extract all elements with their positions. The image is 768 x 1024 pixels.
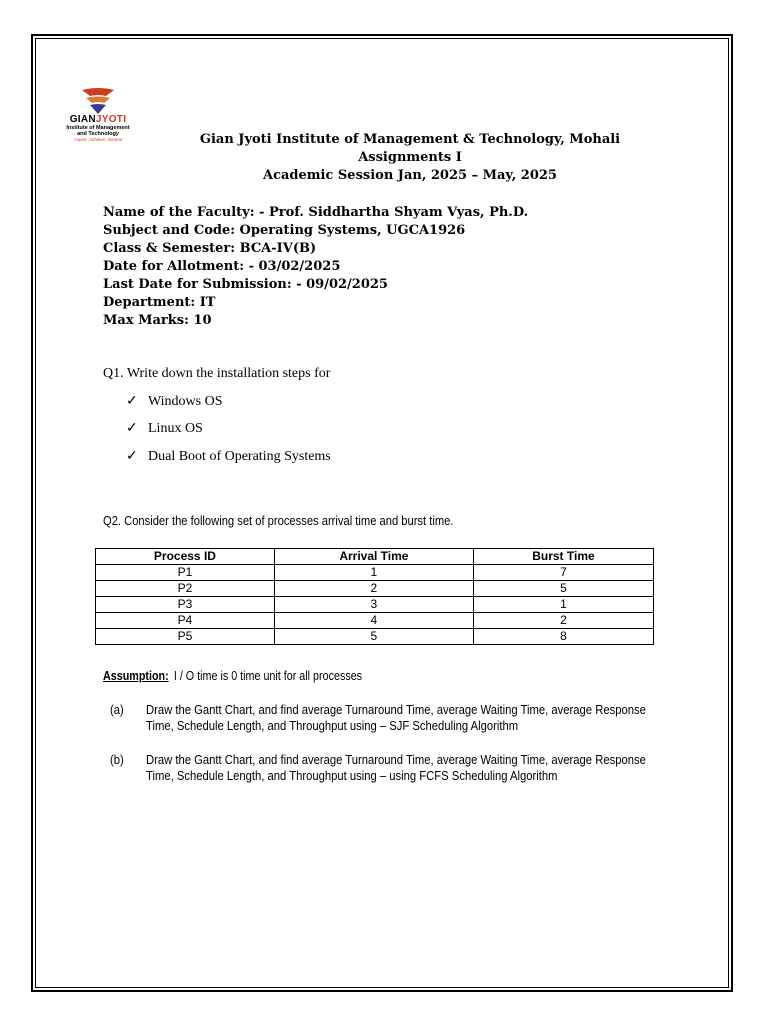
- part-a: [110, 702, 668, 734]
- q1-item: ✓ Linux OS: [126, 421, 203, 436]
- checkmark-icon: ✓: [126, 449, 138, 464]
- table-cell: 5: [274, 629, 473, 645]
- assumption: [103, 669, 362, 683]
- part-b: [110, 752, 668, 784]
- table-cell: P5: [96, 629, 275, 645]
- part-text-line1: Draw the Gantt Chart, and find average Turnaround Time, average Waiting Time, average Response: [146, 753, 646, 767]
- table-cell: 1: [473, 597, 653, 613]
- question-1: Q1. Write down the installation steps for: [103, 366, 331, 381]
- q1-item: ✓ Dual Boot of Operating Systems: [126, 449, 331, 464]
- info-allotment-date: Date for Allotment: - 03/02/2025: [103, 259, 341, 274]
- institute-logo: [42, 86, 154, 146]
- table-cell: 3: [274, 597, 473, 613]
- header-institute: Gian Jyoti Institute of Management & Technology, Mohali: [199, 132, 621, 147]
- table-cell: P2: [96, 581, 275, 597]
- logo-subtitle: Institute of Management and Technology: [66, 125, 130, 137]
- table-row: [96, 581, 654, 597]
- header-session: Academic Session Jan, 2025 – May, 2025: [263, 168, 557, 183]
- info-max-marks: Max Marks: 10: [103, 313, 212, 328]
- info-faculty: Name of the Faculty: - Prof. Siddhartha Shyam Vyas, Ph.D.: [103, 205, 529, 220]
- q1-item: ✓ Windows OS: [126, 394, 223, 409]
- logo-emblem-icon: [42, 86, 154, 116]
- table-row: [96, 565, 654, 581]
- table-cell: 2: [473, 613, 653, 629]
- table-cell: 5: [473, 581, 653, 597]
- header-assignment: Assignments I: [358, 150, 462, 165]
- table-cell: 4: [274, 613, 473, 629]
- table-cell: 8: [473, 629, 653, 645]
- table-row: [96, 629, 654, 645]
- part-text-line2: Time, Schedule Length, and Throughput using – SJF Scheduling Algorithm: [146, 719, 519, 733]
- table-cell: P1: [96, 565, 275, 581]
- table-cell: P4: [96, 613, 275, 629]
- table-row: [96, 597, 654, 613]
- table-row: [96, 613, 654, 629]
- table-cell: 2: [274, 581, 473, 597]
- column-header: Process ID: [96, 549, 275, 565]
- logo-tagline: Aspire, Achieve, Ascend: [73, 137, 123, 142]
- process-table: [95, 548, 654, 645]
- info-subject: Subject and Code: Operating Systems, UGCA1926: [103, 223, 466, 238]
- table-cell: 7: [473, 565, 653, 581]
- table-header-row: [96, 549, 654, 565]
- column-header: Burst Time: [473, 549, 653, 565]
- info-department: Department: IT: [103, 295, 216, 310]
- column-header: Arrival Time: [274, 549, 473, 565]
- part-text-line2: Time, Schedule Length, and Throughput using – using FCFS Scheduling Algorithm: [146, 769, 558, 783]
- assumption-label: Assumption:: [103, 669, 169, 683]
- table-cell: 1: [274, 565, 473, 581]
- checkmark-icon: ✓: [126, 421, 138, 436]
- part-marker: (a): [110, 703, 124, 717]
- info-class: Class & Semester: BCA-IV(B): [103, 241, 317, 256]
- table-cell: P3: [96, 597, 275, 613]
- part-text-line1: Draw the Gantt Chart, and find average Turnaround Time, average Waiting Time, average Response: [146, 703, 646, 717]
- question-2: Q2. Consider the following set of processes arrival time and burst time.: [103, 513, 454, 528]
- checkmark-icon: ✓: [126, 394, 138, 409]
- info-submission-date: Last Date for Submission: - 09/02/2025: [103, 277, 388, 292]
- part-marker: (b): [110, 753, 124, 767]
- assumption-text: I / O time is 0 time unit for all processes: [173, 669, 363, 683]
- logo-name: GIANJYOTI: [69, 114, 127, 125]
